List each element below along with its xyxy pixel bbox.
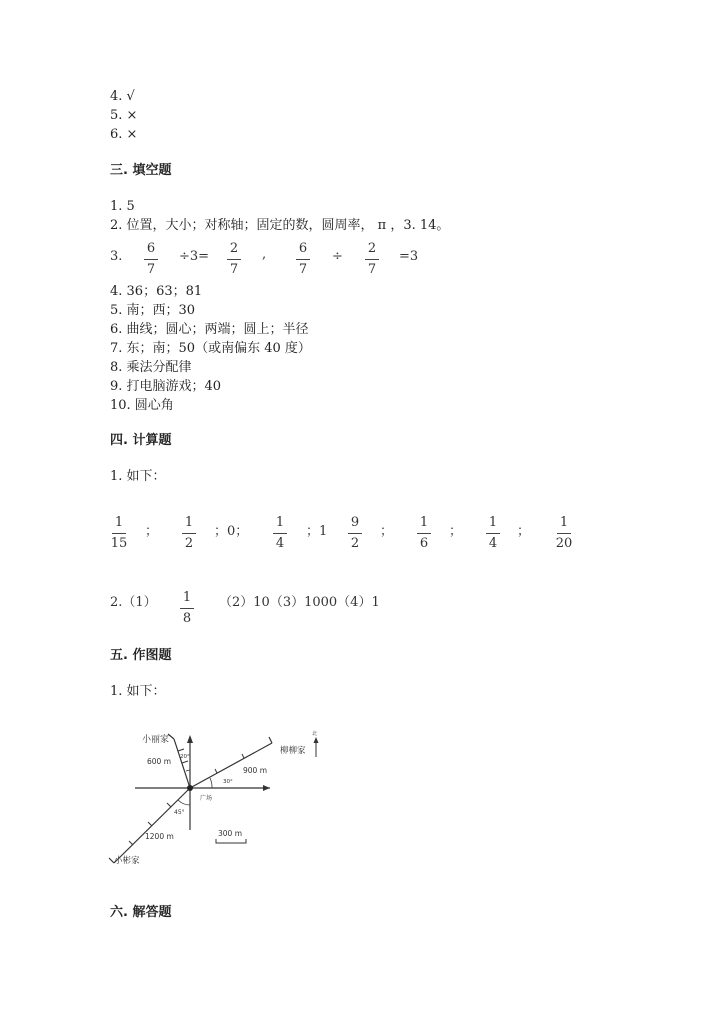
fraction	[552, 516, 576, 551]
fraction	[222, 242, 246, 277]
fraction	[175, 591, 199, 626]
fraction	[343, 516, 367, 551]
numerator: 2	[367, 241, 377, 256]
separator: ；	[517, 524, 531, 539]
fraction	[360, 242, 384, 277]
tick	[178, 749, 184, 751]
direction-diagram	[100, 715, 360, 875]
fill-answer-3-label: 3.	[110, 249, 123, 264]
xiaoli-line	[174, 739, 190, 788]
fraction	[177, 516, 201, 551]
tick	[215, 769, 217, 773]
separator: ；	[145, 524, 159, 539]
numerator: 1	[184, 515, 194, 530]
fill-answer-2: 2. 位置，大小；对称轴；固定的数，圆周率， π ，3. 14。	[110, 218, 450, 233]
denominator: 6	[419, 536, 429, 551]
calc-q1-label: 1. 如下：	[110, 469, 166, 484]
label-1200m: 1200 m	[145, 832, 174, 841]
section-3-title: 三. 填空题	[110, 163, 172, 178]
numerator: 6	[298, 241, 308, 256]
answer-line-4: 4. √	[110, 89, 135, 104]
fill-answer-7: 7. 东；南；50（或南偏东 40 度）	[110, 341, 311, 356]
east-arrow-icon	[263, 785, 270, 791]
label-scale: 300 m	[218, 829, 243, 838]
angle-arc	[186, 770, 190, 771]
fill-answer-6: 6. 曲线；圆心；两端；圆上；半径	[110, 322, 309, 337]
numerator: 1	[419, 515, 429, 530]
calc-q2-rest: （2）10（3）1000（4）1	[219, 595, 380, 610]
label-xiaoli: 小丽家	[142, 735, 170, 745]
fill-answer-1: 1. 5	[110, 199, 135, 214]
section-6-title: 六. 解答题	[110, 905, 172, 920]
divide-symbol: ÷	[332, 249, 343, 264]
numerator: 9	[350, 515, 360, 530]
denominator: 2	[350, 536, 360, 551]
fill-answer-5: 5. 南；西；30	[110, 303, 196, 318]
numerator: 6	[146, 241, 156, 256]
angle-arc	[178, 800, 190, 805]
north-indicator-icon	[314, 737, 319, 743]
denominator: 7	[298, 262, 308, 277]
tick	[182, 761, 188, 763]
result-text: =3	[399, 249, 419, 264]
numerator: 2	[229, 241, 239, 256]
numerator: 1	[559, 515, 569, 530]
numerator: 1	[275, 515, 285, 530]
fraction	[412, 516, 436, 551]
numerator: 1	[182, 590, 192, 605]
numerator: 1	[488, 515, 498, 530]
label-30deg: 30°	[223, 779, 233, 785]
label-45deg: 45°	[174, 809, 185, 816]
fraction	[268, 516, 292, 551]
label-xiaobin: 小彬家	[114, 856, 140, 866]
scale-bar	[216, 839, 246, 843]
center-dot	[187, 785, 193, 791]
answer-line-6: 6. ×	[110, 127, 138, 142]
tick	[242, 754, 244, 758]
separator: ；	[449, 524, 463, 539]
divide-text: ÷3=	[179, 249, 210, 264]
north-arrow-icon	[187, 735, 193, 743]
tick	[167, 803, 171, 807]
section-5-title: 五. 作图题	[110, 648, 172, 663]
fill-answer-4: 4. 36；63；81	[110, 284, 203, 299]
tick	[129, 841, 133, 845]
angle-arc	[210, 778, 212, 788]
answer-line-5: 5. ×	[110, 108, 138, 123]
calc-q2-label: 2.（1）	[110, 595, 157, 610]
fill-answer-10: 10. 圆心角	[110, 398, 174, 413]
denominator: 8	[182, 611, 192, 626]
label-600m: 600 m	[147, 757, 172, 766]
numerator: 1	[114, 515, 124, 530]
fill-answer-9: 9. 打电脑游戏；40	[110, 379, 222, 394]
denominator: 4	[488, 536, 498, 551]
denominator: 2	[184, 536, 194, 551]
denominator: 7	[367, 262, 377, 277]
separator: ；1	[306, 524, 328, 539]
label-900m: 900 m	[243, 766, 268, 775]
separator: ；0；	[214, 524, 249, 539]
fraction	[291, 242, 315, 277]
fraction	[481, 516, 505, 551]
label-north: 北	[312, 731, 318, 737]
label-square: 广场	[200, 795, 213, 802]
denominator: 7	[146, 262, 156, 277]
label-20deg: 20°	[180, 754, 190, 760]
tick	[148, 822, 152, 826]
comma: ,	[262, 247, 267, 262]
liuliu-line-end	[269, 737, 272, 743]
fraction	[107, 516, 131, 551]
denominator: 20	[555, 536, 573, 551]
section-4-title: 四. 计算题	[110, 433, 172, 448]
label-liuliu: 柳柳家	[280, 746, 306, 756]
fill-answer-8: 8. 乘法分配律	[110, 360, 192, 375]
denominator: 7	[229, 262, 239, 277]
separator: ；	[380, 524, 394, 539]
denominator: 4	[275, 536, 285, 551]
fraction	[139, 242, 163, 277]
denominator: 15	[110, 536, 128, 551]
draw-q1-label: 1. 如下：	[110, 684, 166, 699]
